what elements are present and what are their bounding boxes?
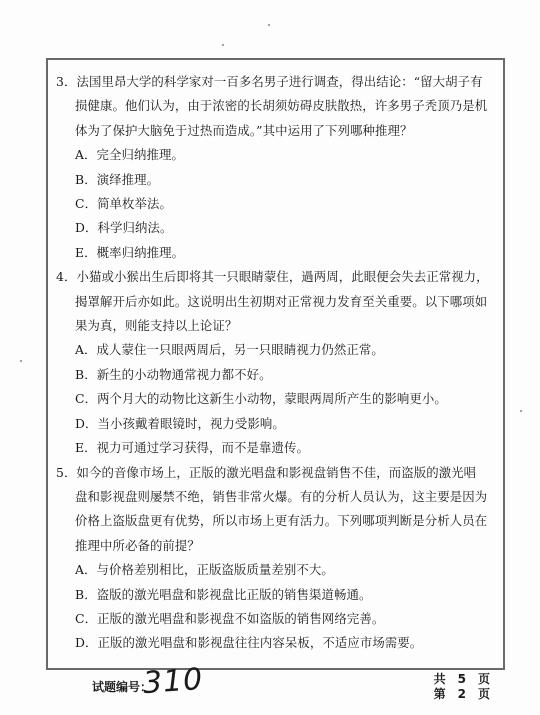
option-d: D．科学归纳法。 <box>75 220 173 236</box>
current-page: 第 2 页 <box>433 687 490 701</box>
question-text-line: 3．法国里昂大学的科学家对一百多名男子进行调查，得出结论：“留大胡子有 <box>56 74 483 89</box>
question-text-line: 揭罩解开后亦如此。这说明出生初期对正常视力发育至关重要。以下哪项如 <box>75 293 488 309</box>
question-5 <box>56 461 496 656</box>
scan-speck <box>222 44 224 46</box>
serial-number-label: 试题编号： <box>92 680 153 694</box>
question-text-line: 盘和影视盘则屡禁不绝，销售非常火爆。有的分析人员认为，这主要是因为 <box>75 488 488 504</box>
option-c: C．简单枚举法。 <box>75 196 173 212</box>
question-text-line: 损健康。他们认为，由于浓密的长胡须妨碍皮肤散热，许多男子秃顶乃是机 <box>75 98 488 114</box>
question-text-line: 4．小猫或小猴出生后即将其一只眼睛蒙住，過两周，此眼便会失去正常视力， <box>56 269 489 285</box>
option-e: E．概率归纳推理。 <box>75 244 185 260</box>
question-text-line: 体为了保护大脑免于过热而造成。”其中运用了下列哪种推理？ <box>75 122 413 138</box>
question-text-line: 果为真，则能支持以上论证？ <box>75 318 238 334</box>
question-text-line: 5．如今的音像市场上，正版的激光唱盘和影视盘销售不佳，而盗版的激光唱 <box>56 464 477 480</box>
option-a: A．完全归纳推理。 <box>75 147 184 163</box>
page-info <box>420 672 490 702</box>
question-text-line: 价格上盗版盘更有优势，所以市场上更有活力。下列哪项判断是分析人员在 <box>75 513 488 529</box>
option-d: D．当小孩戴着眼镜时，视力受影响。 <box>75 415 285 431</box>
option-e: E．视力可通过学习获得，而不是靠遗传。 <box>75 440 309 456</box>
serial-number-handwritten: 310 <box>141 661 205 702</box>
questions-area <box>56 70 496 656</box>
scan-speck <box>268 24 270 26</box>
option-c: C．两个月大的动物比这新生小动物，蒙眼两周所产生的影响更小。 <box>75 391 447 407</box>
scan-speck <box>20 360 22 362</box>
question-4 <box>56 265 496 460</box>
option-c: C．正版的激光唱盘和影视盘不如盗版的销售网络完善。 <box>75 610 385 626</box>
option-a: A．成人蒙住一只眼两周后，另一只眼睛视力仍然正常。 <box>75 342 384 358</box>
option-b: B．演绎推理。 <box>75 171 160 187</box>
option-a: A．与价格差别相比，正版盗版质量差别不大。 <box>75 562 334 578</box>
question-text-line: 推理中所必备的前提？ <box>75 537 200 553</box>
option-b: B．盗版的激光唱盘和影视盘比正版的销售渠道畅通。 <box>75 586 372 602</box>
scan-speck <box>520 410 522 412</box>
total-pages: 共 5 页 <box>433 672 490 686</box>
question-3 <box>56 70 496 265</box>
option-d: D．正版的激光唱盘和影视盘往往内容呆板，不适应市场需要。 <box>75 635 423 651</box>
option-b: B．新生的小动物通常视力都不好。 <box>75 366 272 382</box>
